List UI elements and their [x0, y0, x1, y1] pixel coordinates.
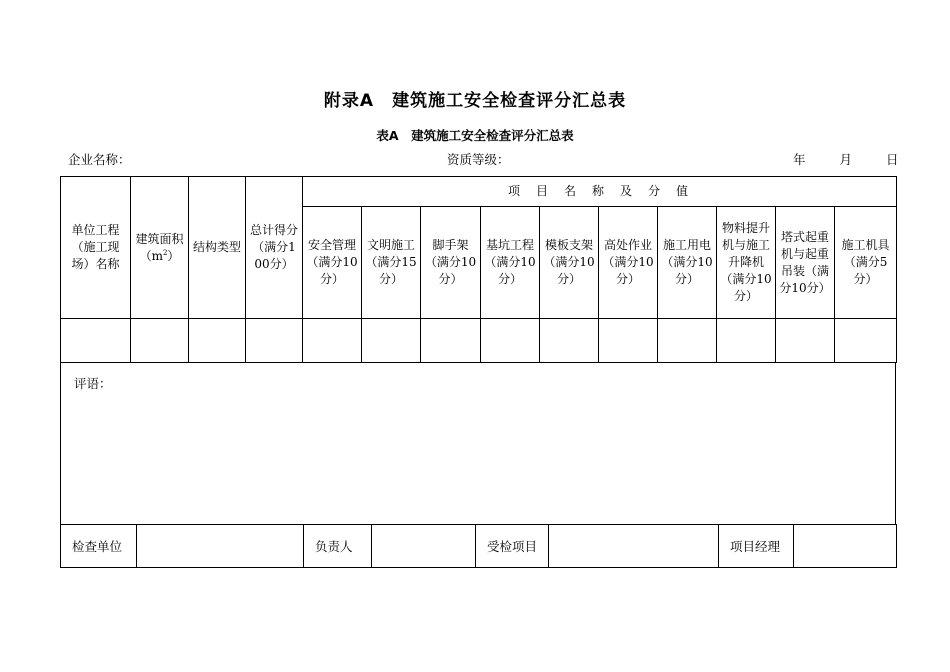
- header-area-close: ）: [167, 248, 180, 263]
- cell-total-score[interactable]: [246, 319, 303, 363]
- header-unit-project: 单位工程（施工现场）名称: [61, 177, 131, 319]
- header-items-and-scores: 项目名称及分值: [303, 177, 897, 207]
- project-manager-value[interactable]: [794, 525, 897, 568]
- table-subtitle: 表A 建筑施工安全检查评分汇总表: [376, 128, 574, 143]
- header-item-construction-electricity: 施工用电（满分10分）: [658, 207, 717, 319]
- comment-area[interactable]: [60, 362, 896, 524]
- header-item-work-at-height: 高处作业（满分10分）: [599, 207, 658, 319]
- cell-work-at-height[interactable]: [599, 319, 658, 363]
- main-title: 附录A 建筑施工安全检查评分汇总表: [323, 91, 627, 111]
- cell-formwork-support[interactable]: [540, 319, 599, 363]
- header-total-score: 总计得分（满分100分）: [246, 177, 303, 319]
- cell-safety-management[interactable]: [303, 319, 362, 363]
- inspected-project-value[interactable]: [549, 525, 719, 568]
- cell-unit-project[interactable]: [61, 319, 131, 363]
- inspect-unit-label: 检查单位: [61, 525, 137, 568]
- table-row: [61, 319, 897, 363]
- header-area-text: 建筑面积（m: [135, 231, 184, 263]
- header-item-tower-crane: 塔式起重机与起重吊装（满分10分）: [776, 207, 835, 319]
- header-item-foundation-pit: 基坑工程（满分10分）: [481, 207, 540, 319]
- score-summary-table: [60, 176, 897, 363]
- project-manager-label: 项目经理: [719, 525, 794, 568]
- cell-material-hoist[interactable]: [717, 319, 776, 363]
- inspected-project-label: 受检项目: [476, 525, 549, 568]
- header-area-superscript: 2: [162, 248, 168, 257]
- header-item-civilized-construction: 文明施工（满分15分）: [362, 207, 421, 319]
- cell-construction-electricity[interactable]: [658, 319, 717, 363]
- comment-label: 评语：: [74, 376, 112, 391]
- person-in-charge-value[interactable]: [372, 525, 476, 568]
- header-structure-type: 结构类型: [189, 177, 246, 319]
- inspect-unit-value[interactable]: [137, 525, 304, 568]
- cell-foundation-pit[interactable]: [481, 319, 540, 363]
- cell-civilized-construction[interactable]: [362, 319, 421, 363]
- signature-table: [60, 524, 897, 568]
- header-item-machinery: 施工机具（满分5分）: [835, 207, 897, 319]
- cell-scaffolding[interactable]: [421, 319, 481, 363]
- month-label: 月: [839, 152, 852, 167]
- header-item-scaffolding: 脚手架（满分10分）: [421, 207, 481, 319]
- qualification-grade-label: 资质等级：: [447, 152, 510, 167]
- header-item-material-hoist: 物料提升机与施工升降机（满分10分）: [717, 207, 776, 319]
- cell-tower-crane[interactable]: [776, 319, 835, 363]
- company-name-label: 企业名称：: [68, 152, 131, 167]
- header-building-area: [131, 177, 189, 319]
- header-item-safety-management: 安全管理（满分10分）: [303, 207, 362, 319]
- date-field: [793, 150, 898, 168]
- day-label: 日: [885, 152, 899, 167]
- cell-building-area[interactable]: [131, 319, 189, 363]
- cell-structure-type[interactable]: [189, 319, 246, 363]
- header-item-formwork-support: 模板支架（满分10分）: [540, 207, 599, 319]
- cell-machinery[interactable]: [835, 319, 897, 363]
- year-label: 年: [793, 152, 806, 167]
- person-in-charge-label: 负责人: [304, 525, 372, 568]
